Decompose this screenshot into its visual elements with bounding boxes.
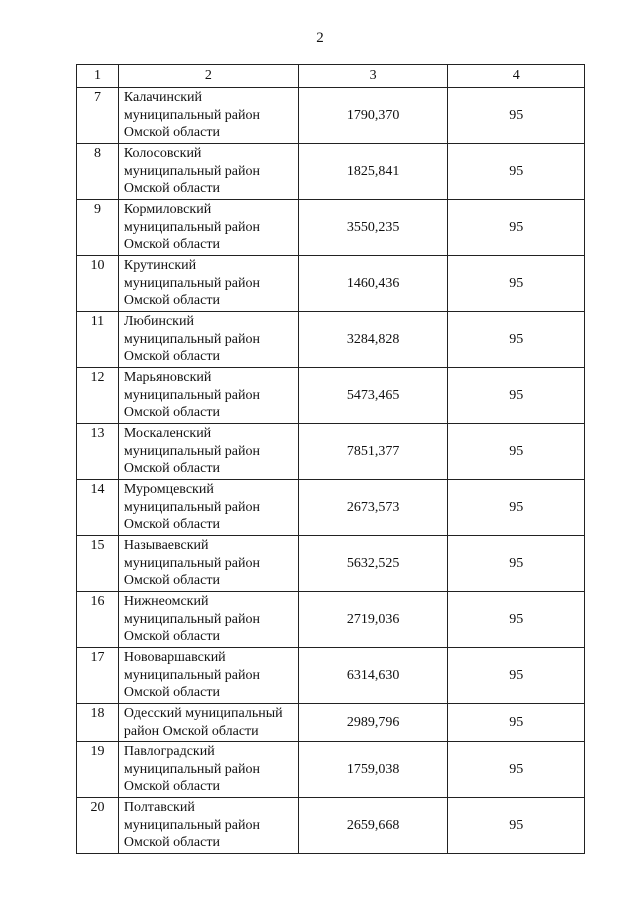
percent-value: 95 bbox=[448, 592, 585, 648]
district-name-line: Омской области bbox=[123, 125, 220, 140]
table-body bbox=[77, 88, 585, 854]
amount-value: 2673,573 bbox=[298, 480, 448, 536]
district-name bbox=[118, 798, 298, 854]
table-row bbox=[77, 200, 585, 256]
table-row bbox=[77, 256, 585, 312]
header-cell-4: 4 bbox=[448, 65, 585, 88]
row-number: 10 bbox=[77, 256, 119, 312]
district-name-line: Омской области bbox=[123, 405, 220, 420]
district-name-line: муниципальный район bbox=[123, 443, 261, 459]
allocation-table bbox=[76, 64, 585, 854]
percent-value: 95 bbox=[448, 200, 585, 256]
district-name-line: муниципальный район bbox=[123, 163, 261, 179]
row-number: 20 bbox=[77, 798, 119, 854]
percent-value: 95 bbox=[448, 88, 585, 144]
table-row bbox=[77, 144, 585, 200]
amount-value: 3550,235 bbox=[298, 200, 448, 256]
table-row bbox=[77, 424, 585, 480]
district-name-line: Омской области bbox=[123, 237, 220, 252]
row-number: 17 bbox=[77, 648, 119, 704]
percent-value: 95 bbox=[448, 536, 585, 592]
row-number: 8 bbox=[77, 144, 119, 200]
district-name-line: Нижнеомский bbox=[123, 594, 209, 609]
district-name-line: Одесский муниципальный bbox=[123, 706, 283, 721]
district-name-line: Омской области bbox=[123, 835, 220, 850]
district-name-line: муниципальный район bbox=[123, 611, 261, 627]
amount-value: 1759,038 bbox=[298, 742, 448, 798]
district-name-line: Омской области bbox=[123, 181, 220, 196]
row-number: 11 bbox=[77, 312, 119, 368]
district-name bbox=[118, 480, 298, 536]
header-cell-1: 1 bbox=[77, 65, 119, 88]
percent-value: 95 bbox=[448, 256, 585, 312]
row-number: 12 bbox=[77, 368, 119, 424]
district-name-line: муниципальный район bbox=[123, 331, 261, 347]
amount-value: 7851,377 bbox=[298, 424, 448, 480]
row-number: 14 bbox=[77, 480, 119, 536]
district-name-line: Павлоградский bbox=[123, 744, 215, 759]
row-number: 15 bbox=[77, 536, 119, 592]
percent-value: 95 bbox=[448, 704, 585, 742]
district-name bbox=[118, 648, 298, 704]
amount-value: 2989,796 bbox=[298, 704, 448, 742]
percent-value: 95 bbox=[448, 312, 585, 368]
amount-value: 5473,465 bbox=[298, 368, 448, 424]
district-name-line: Омской области bbox=[123, 573, 220, 588]
district-name-line: Марьяновский bbox=[123, 370, 212, 385]
district-name-line: Омской области bbox=[123, 461, 220, 476]
percent-value: 95 bbox=[448, 742, 585, 798]
district-name-line: муниципальный район bbox=[123, 387, 261, 403]
table-row bbox=[77, 536, 585, 592]
table-row bbox=[77, 592, 585, 648]
table-row bbox=[77, 480, 585, 536]
district-name-line: Москаленский bbox=[123, 426, 212, 441]
percent-value: 95 bbox=[448, 648, 585, 704]
district-name bbox=[118, 536, 298, 592]
amount-value: 2659,668 bbox=[298, 798, 448, 854]
row-number: 7 bbox=[77, 88, 119, 144]
table-row bbox=[77, 312, 585, 368]
district-name-line: Калачинский bbox=[123, 90, 203, 105]
district-name-line: муниципальный район bbox=[123, 275, 261, 291]
district-name-line: Полтавский bbox=[123, 800, 195, 815]
amount-value: 5632,525 bbox=[298, 536, 448, 592]
percent-value: 95 bbox=[448, 480, 585, 536]
percent-value: 95 bbox=[448, 144, 585, 200]
district-name-line: муниципальный район bbox=[123, 219, 261, 235]
district-name-line: муниципальный район bbox=[123, 107, 261, 123]
table-row bbox=[77, 648, 585, 704]
district-name-line: Колосовский bbox=[123, 146, 202, 161]
header-cell-3: 3 bbox=[298, 65, 448, 88]
district-name bbox=[118, 88, 298, 144]
district-name-line: Называевский bbox=[123, 538, 209, 553]
district-name-line: муниципальный район bbox=[123, 761, 261, 777]
header-cell-2: 2 bbox=[118, 65, 298, 88]
row-number: 9 bbox=[77, 200, 119, 256]
district-name-line: район Омской области bbox=[123, 723, 259, 739]
table-row bbox=[77, 742, 585, 798]
district-name-line: муниципальный район bbox=[123, 499, 261, 515]
district-name-line: Омской области bbox=[123, 349, 220, 364]
district-name bbox=[118, 704, 298, 742]
page-number: 2 bbox=[316, 30, 324, 46]
district-name bbox=[118, 312, 298, 368]
amount-value: 6314,630 bbox=[298, 648, 448, 704]
district-name-line: Крутинский bbox=[123, 258, 197, 273]
table-row bbox=[77, 368, 585, 424]
row-number: 18 bbox=[77, 704, 119, 742]
district-name-line: Муромцевский bbox=[123, 482, 214, 497]
district-name-line: Омской области bbox=[123, 685, 220, 700]
district-name-line: муниципальный район bbox=[123, 555, 261, 571]
district-name bbox=[118, 592, 298, 648]
district-name bbox=[118, 256, 298, 312]
district-name bbox=[118, 742, 298, 798]
percent-value: 95 bbox=[448, 368, 585, 424]
percent-value: 95 bbox=[448, 424, 585, 480]
district-name-line: муниципальный район bbox=[123, 667, 261, 683]
row-number: 19 bbox=[77, 742, 119, 798]
district-name bbox=[118, 424, 298, 480]
row-number: 13 bbox=[77, 424, 119, 480]
district-name-line: Нововаршавский bbox=[123, 650, 226, 665]
district-name-line: Омской области bbox=[123, 293, 220, 308]
amount-value: 1790,370 bbox=[298, 88, 448, 144]
amount-value: 1460,436 bbox=[298, 256, 448, 312]
table-row bbox=[77, 88, 585, 144]
district-name-line: Любинский bbox=[123, 314, 194, 329]
district-name-line: Кормиловский bbox=[123, 202, 212, 217]
district-name-line: Омской области bbox=[123, 517, 220, 532]
amount-value: 1825,841 bbox=[298, 144, 448, 200]
district-name-line: муниципальный район bbox=[123, 817, 261, 833]
table-row bbox=[77, 798, 585, 854]
amount-value: 3284,828 bbox=[298, 312, 448, 368]
district-name bbox=[118, 368, 298, 424]
district-name bbox=[118, 200, 298, 256]
header-row bbox=[77, 65, 585, 88]
row-number: 16 bbox=[77, 592, 119, 648]
percent-value: 95 bbox=[448, 798, 585, 854]
district-name-line: Омской области bbox=[123, 779, 220, 794]
amount-value: 2719,036 bbox=[298, 592, 448, 648]
table-row bbox=[77, 704, 585, 742]
district-name bbox=[118, 144, 298, 200]
district-name-line: Омской области bbox=[123, 629, 220, 644]
